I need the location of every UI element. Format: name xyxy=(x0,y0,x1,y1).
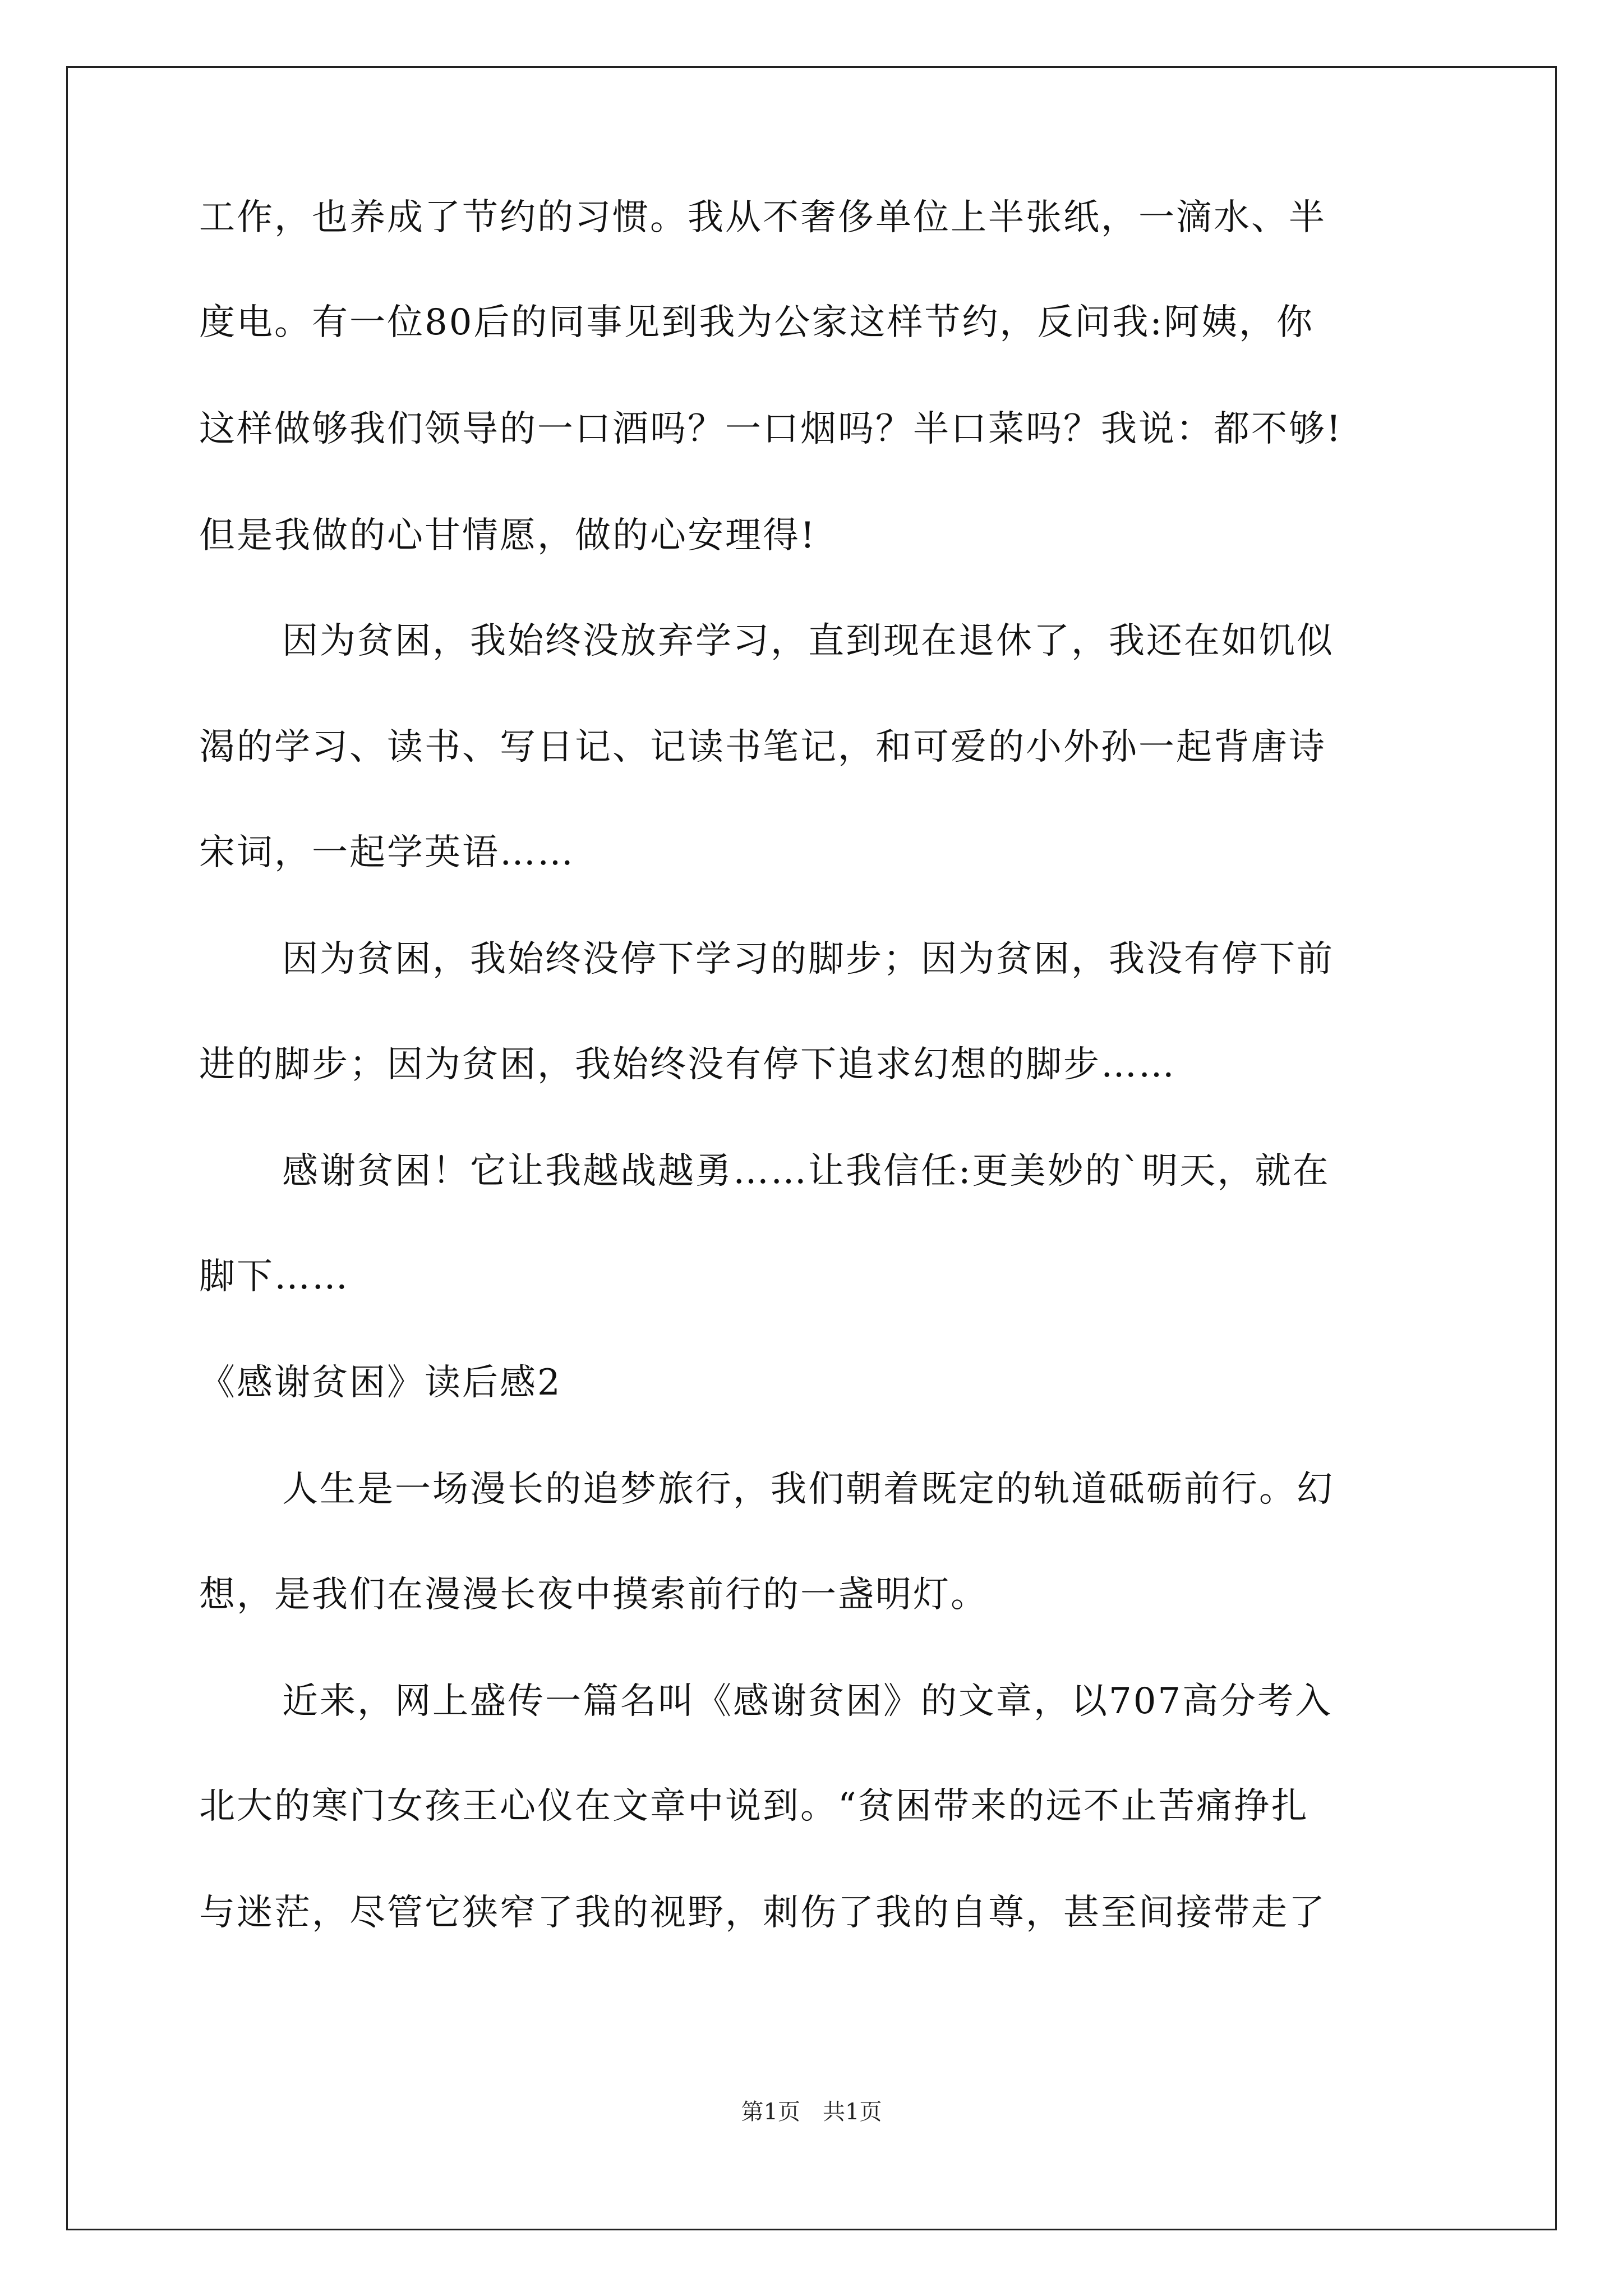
text-line: 近来，网上盛传一篇名叫《感谢贫困》的文章，以707高分考入 xyxy=(282,1681,1333,1722)
text-line: 人生是一场漫长的追梦旅行，我们朝着既定的轨道砥砺前行。幻 xyxy=(282,1469,1334,1510)
text-line: 脚下…… xyxy=(199,1256,349,1297)
text-line: 工作，也养成了节约的习惯。我从不奢侈单位上半张纸，一滴水、半 xyxy=(199,197,1326,238)
text-line: 渴的学习、读书、写日记、记读书笔记，和可爱的小外孙一起背唐诗 xyxy=(199,726,1326,768)
text-line: 因为贫困，我始终没放弃学习，直到现在退休了，我还在如饥似 xyxy=(282,620,1334,662)
text-line: 这样做够我们领导的一口酒吗？一口烟吗？半口菜吗？我说：都不够! xyxy=(199,408,1343,450)
page-footer: 第1页 共1页 xyxy=(741,2099,882,2125)
text-line: 宋词，一起学英语…… xyxy=(199,832,575,873)
section-heading: 《感谢贫困》读后感2 xyxy=(199,1362,562,1404)
text-line: 度电。有一位80后的同事见到我为公家这样节约，反问我:阿姨，你 xyxy=(199,302,1314,343)
text-line: 与迷茫，尽管它狭窄了我的视野，刺伤了我的自尊，甚至间接带走了 xyxy=(199,1892,1326,1934)
text-line: 想，是我们在漫漫长夜中摸索前行的一盏明灯。 xyxy=(199,1574,988,1616)
text-line: 进的脚步；因为贫困，我始终没有停下追求幻想的脚步…… xyxy=(199,1044,1176,1085)
text-line: 北大的寒门女孩王心仪在文章中说到。“贫困带来的远不止苦痛挣扎 xyxy=(199,1786,1309,1827)
text-line: 因为贫困，我始终没停下学习的脚步；因为贫困，我没有停下前 xyxy=(282,938,1334,980)
text-line: 但是我做的心甘情愿，做的心安理得! xyxy=(199,515,817,556)
text-line: 感谢贫困！它让我越战越勇……让我信任:更美妙的`明天，就在 xyxy=(282,1151,1330,1192)
